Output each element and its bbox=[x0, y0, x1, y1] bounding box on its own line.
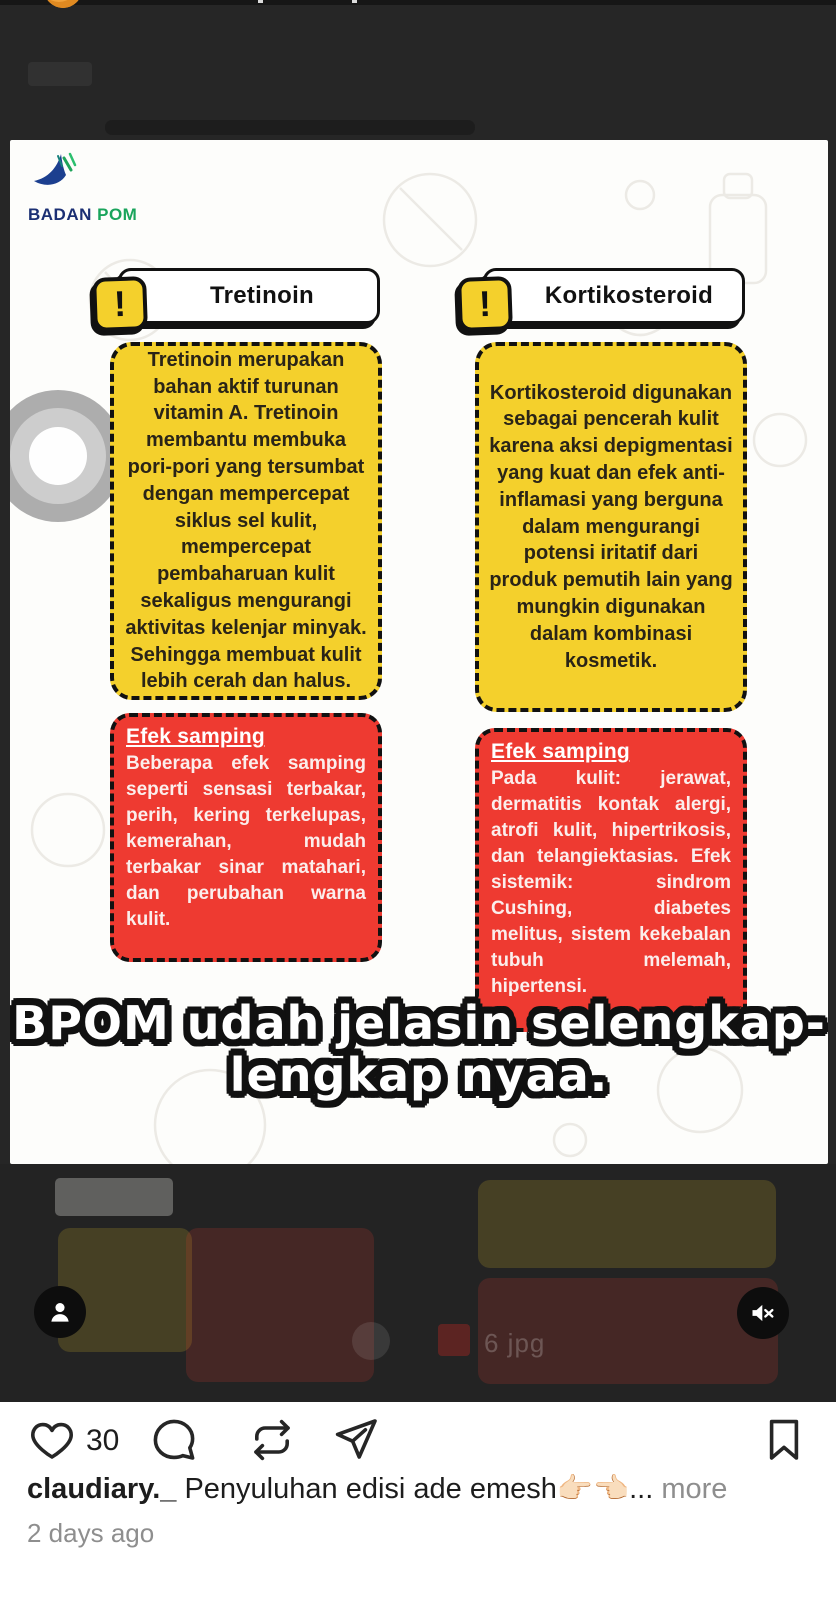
caption-ellipsis: ... bbox=[629, 1473, 654, 1505]
tretinoin-title: Tretinoin bbox=[209, 282, 315, 309]
ghost-file-icon bbox=[438, 1324, 470, 1356]
badan-pom-logo bbox=[28, 152, 148, 225]
ghost-info-circle bbox=[352, 1322, 390, 1360]
video-next-frame-dimmed bbox=[0, 1164, 836, 1402]
caption-emoji: 👉🏻👈🏻 bbox=[556, 1473, 630, 1505]
top-tick bbox=[258, 0, 263, 3]
post-footer-panel bbox=[0, 1402, 836, 1600]
tretinoin-header bbox=[118, 268, 380, 324]
caption-text: Penyuluhan edisi ade emesh bbox=[176, 1473, 557, 1505]
tagged-people-button[interactable] bbox=[34, 1286, 86, 1338]
kortikosteroid-description-box bbox=[475, 342, 747, 712]
warning-exclamation-icon: ! bbox=[92, 276, 148, 332]
repost-icon bbox=[248, 1416, 296, 1464]
video-overlay-caption bbox=[10, 998, 828, 1101]
kortikosteroid-description: Kortikosteroid digunakan sebagai pencerah kulit karena aksi depigmentasi yang kuat dan efek anti-inflamasi yang berguna dalam mengurangi potensi iritatif dari produk pemutih lain yang mungkin digunakan dalam kombinasi kosmetik. bbox=[489, 381, 733, 672]
like-count[interactable]: 30 bbox=[86, 1424, 120, 1457]
repost-button[interactable] bbox=[248, 1416, 296, 1464]
badan-pom-wordmark bbox=[28, 205, 148, 225]
brand-secondary: POM bbox=[97, 205, 138, 224]
tretinoin-side-effects: Beberapa efek samping seperti sensasi terbakar, perih, kering terkelupas, kemerahan, mudah terbakar sinar matahari, dan perubahan warna kulit. bbox=[126, 753, 366, 931]
top-tick bbox=[352, 0, 357, 3]
dim-text-fragment bbox=[28, 62, 92, 86]
muted-speaker-icon bbox=[749, 1299, 777, 1327]
post-media[interactable] bbox=[10, 140, 828, 1164]
mute-button[interactable] bbox=[737, 1287, 789, 1339]
share-plane-icon bbox=[332, 1416, 380, 1464]
kortikosteroid-header bbox=[483, 268, 745, 324]
kortikosteroid-side-effects-box bbox=[475, 728, 747, 1032]
ghost-box bbox=[186, 1228, 374, 1382]
brand-primary: BADAN bbox=[28, 205, 92, 224]
status-strip bbox=[0, 0, 836, 5]
action-bar bbox=[0, 1416, 836, 1466]
warning-exclamation-icon: ! bbox=[457, 276, 513, 332]
person-icon bbox=[46, 1298, 74, 1326]
side-effects-heading: Efek samping bbox=[491, 740, 630, 763]
share-button[interactable] bbox=[332, 1416, 380, 1464]
tretinoin-side-effects-box bbox=[110, 713, 382, 962]
ghost-box bbox=[55, 1178, 173, 1216]
dim-text-fragment bbox=[105, 120, 475, 135]
like-button[interactable] bbox=[28, 1416, 76, 1464]
ghost-filename: 6 jpg bbox=[484, 1328, 546, 1358]
badan-pom-swoosh-icon bbox=[28, 152, 88, 202]
tretinoin-description: Tretinoin merupakan bahan aktif turunan vitamin A. Tretinoin membantu membuka pori-pori yang tersumbat dengan mempercepat siklus sel kulit, mempercepat pembaharuan kulit sekaligus mengurangi aktivitas kelenjar minyak. Sehingga membuat kulit lebih cerah dan halus. bbox=[125, 348, 367, 693]
tretinoin-description-box bbox=[110, 342, 382, 700]
overlay-line-1: BPOM udah jelasin selengkap- bbox=[12, 996, 826, 1050]
heart-icon bbox=[28, 1416, 76, 1464]
comment-icon bbox=[150, 1416, 198, 1464]
overlay-line-2: lengkap nyaa. bbox=[229, 1047, 609, 1102]
more-button[interactable]: more bbox=[653, 1473, 728, 1505]
post-timestamp: 2 days ago bbox=[27, 1518, 155, 1548]
bookmark-icon bbox=[760, 1416, 808, 1464]
kortikosteroid-title: Kortikosteroid bbox=[544, 282, 714, 309]
kortikosteroid-side-effects: Pada kulit: jerawat, dermatitis kontak alergi, atrofi kulit, hipertrikosis, dan telangiektasias. Efek sistemik: sindrom Cushing, diabetes melitus, sistem kekebalan tubuh melemah, hipertensi. bbox=[491, 768, 731, 998]
ghost-box bbox=[478, 1180, 776, 1268]
comment-button[interactable] bbox=[150, 1416, 198, 1464]
side-effects-heading: Efek samping bbox=[126, 725, 265, 748]
username-link[interactable]: claudiary._ bbox=[27, 1473, 177, 1505]
ghost-box bbox=[58, 1228, 192, 1352]
save-button[interactable] bbox=[760, 1416, 808, 1464]
post-caption bbox=[27, 1472, 817, 1506]
